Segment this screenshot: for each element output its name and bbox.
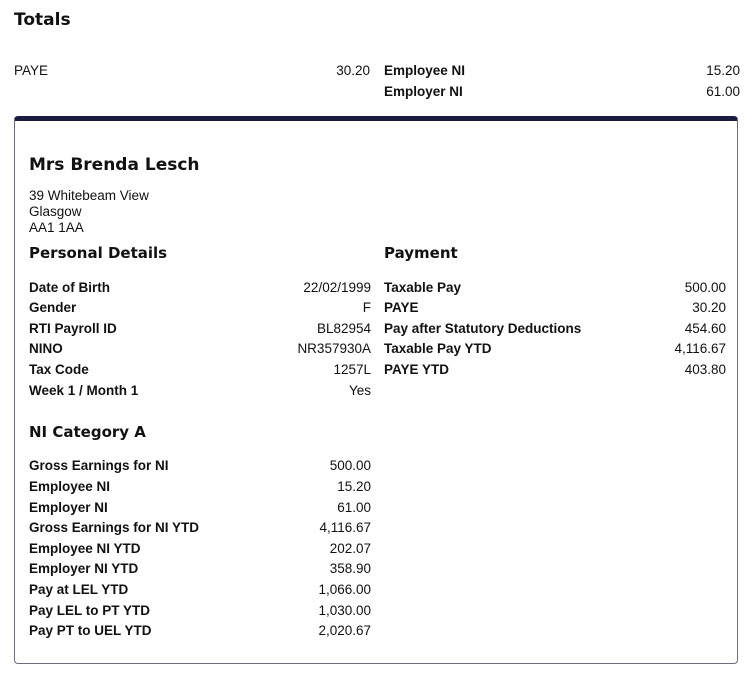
ni-label: Gross Earnings for NI YTD [29, 520, 200, 535]
payment-label: Taxable Pay YTD [384, 341, 492, 356]
ni-value: 4,116.67 [319, 520, 371, 535]
ni-row [29, 499, 371, 517]
ni-row [29, 602, 371, 620]
personal-detail-value: F [362, 300, 371, 315]
personal-detail-row [29, 382, 371, 400]
ni-value: 202.07 [329, 541, 371, 556]
ni-value: 1,030.00 [318, 603, 371, 618]
totals-employee-ni-value: 15.20 [706, 63, 740, 78]
ni-value: 15.20 [337, 479, 371, 494]
ni-row [29, 457, 371, 475]
personal-detail-value: 22/02/1999 [303, 280, 371, 295]
payment-heading: Payment [384, 244, 458, 262]
personal-detail-row [29, 340, 371, 358]
address-line-2: Glasgow [29, 204, 82, 219]
employee-name: Mrs Brenda Lesch [29, 155, 200, 175]
address-line-1: 39 Whitebeam View [29, 188, 149, 203]
personal-details-heading: Personal Details [29, 244, 168, 262]
ni-row [29, 622, 371, 640]
payment-label: Taxable Pay [384, 280, 462, 295]
payment-label: Pay after Statutory Deductions [384, 321, 582, 336]
payment-label: PAYE [384, 300, 419, 315]
ni-label: Employer NI [29, 500, 108, 515]
totals-paye-value: 30.20 [336, 63, 370, 78]
totals-employee-ni-label: Employee NI [384, 63, 466, 78]
personal-detail-row [29, 320, 371, 338]
payment-value: 4,116.67 [674, 341, 726, 356]
ni-label: Pay PT to UEL YTD [29, 623, 152, 638]
ni-row [29, 540, 371, 558]
ni-value: 358.90 [329, 561, 371, 576]
totals-employer-ni-value: 61.00 [706, 84, 740, 99]
personal-detail-value: 1257L [333, 362, 371, 377]
ni-value: 61.00 [337, 500, 371, 515]
personal-detail-label: NINO [29, 341, 63, 356]
payment-row [384, 340, 726, 358]
ni-label: Employee NI YTD [29, 541, 141, 556]
personal-detail-label: Week 1 / Month 1 [29, 383, 139, 398]
ni-label: Employee NI [29, 479, 111, 494]
totals-paye-label: PAYE [14, 63, 49, 78]
employee-card [14, 116, 738, 664]
ni-row [29, 581, 371, 599]
personal-detail-label: Gender [29, 300, 77, 315]
personal-detail-value: Yes [348, 383, 371, 398]
payment-value: 30.20 [692, 300, 726, 315]
payment-row [384, 361, 726, 379]
personal-detail-row [29, 361, 371, 379]
ni-label: Gross Earnings for NI [29, 458, 169, 473]
personal-detail-row [29, 279, 371, 297]
ni-row [29, 519, 371, 537]
ni-category-heading: NI Category A [29, 423, 146, 441]
payment-row [384, 299, 726, 317]
ni-value: 500.00 [329, 458, 371, 473]
personal-detail-label: Tax Code [29, 362, 89, 377]
personal-detail-label: RTI Payroll ID [29, 321, 117, 336]
payment-value: 500.00 [684, 280, 726, 295]
payment-row [384, 279, 726, 297]
ni-row [29, 560, 371, 578]
totals-employer-ni-label: Employer NI [384, 84, 463, 99]
personal-detail-value: BL82954 [316, 321, 371, 336]
personal-detail-value: NR357930A [297, 341, 371, 356]
ni-value: 1,066.00 [318, 582, 371, 597]
totals-title: Totals [14, 10, 71, 30]
address-line-3: AA1 1AA [29, 220, 84, 235]
ni-label: Employer NI YTD [29, 561, 139, 576]
payment-label: PAYE YTD [384, 362, 450, 377]
payment-row [384, 320, 726, 338]
payment-value: 403.80 [684, 362, 726, 377]
personal-detail-row [29, 299, 371, 317]
ni-value: 2,020.67 [318, 623, 371, 638]
ni-label: Pay at LEL YTD [29, 582, 129, 597]
personal-detail-label: Date of Birth [29, 280, 110, 295]
ni-label: Pay LEL to PT YTD [29, 603, 151, 618]
ni-row [29, 478, 371, 496]
payment-value: 454.60 [684, 321, 726, 336]
